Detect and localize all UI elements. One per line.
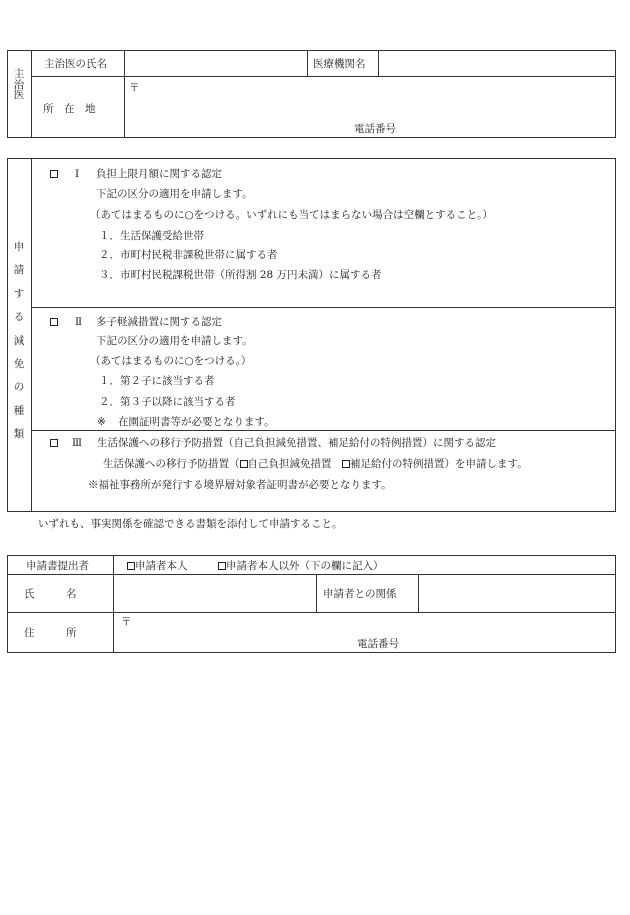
submitter-name-field[interactable] xyxy=(115,576,314,610)
item1-checkbox[interactable] xyxy=(50,169,58,180)
doctor-address-label: 所 在 地 xyxy=(43,103,96,115)
item1-title: 負担上限月額に関する認定 xyxy=(96,168,222,180)
relation-label: 申請者との関係 xyxy=(323,588,397,600)
doctor-phone-label: 電話番号 xyxy=(354,123,396,135)
relation-field[interactable] xyxy=(420,576,614,610)
item2-numeral: Ⅱ xyxy=(75,316,83,328)
item3-numeral: Ⅲ xyxy=(72,437,83,449)
item1-numeral: Ⅰ xyxy=(75,168,80,180)
item3-checkbox[interactable] xyxy=(50,438,58,449)
item3-title: 生活保護への移行予防措置（自己負担減免措置、補足給付の特例措置）に関する認定 xyxy=(97,437,496,449)
item2-title: 多子軽減措置に関する認定 xyxy=(96,316,222,328)
submitter-label: 申請書提出者 xyxy=(26,560,89,572)
submitter-option-other[interactable]: 申請者本人以外（下の欄に記入） xyxy=(218,561,384,572)
other-checkbox[interactable] xyxy=(218,562,226,570)
self-checkbox[interactable] xyxy=(127,562,135,570)
submitter-name-label: 氏 名 xyxy=(24,588,77,600)
item2-checkbox[interactable] xyxy=(50,317,58,328)
submitter-phone-label: 電話番号 xyxy=(357,638,399,650)
doctor-name-field[interactable] xyxy=(126,52,305,74)
item3-opt1-label: 自己負担減免措置 xyxy=(247,458,332,470)
item1-option-1[interactable]: １．生活保護受給世帯 xyxy=(99,230,204,242)
item1-option-2[interactable]: ２．市町村民税非課税世帯に属する者 xyxy=(99,249,278,261)
item1-line2: （あてはまるものに○をつける。いずれにも当てはまらない場合は空欄とすること。） xyxy=(90,209,493,221)
item3-note: ※福祉事務所が発行する境界層対象者証明書が必要となります。 xyxy=(88,479,392,491)
item1-line1: 下記の区分の適用を申請します。 xyxy=(96,188,253,200)
item2-line2: （あてはまるものに○をつける。） xyxy=(90,355,252,367)
doctor-postal-mark: 〒 xyxy=(129,82,140,94)
item3-opt2-checkbox[interactable] xyxy=(342,460,350,468)
item2-option-1[interactable]: １．第２子に該当する者 xyxy=(99,375,215,387)
item2-line1: 下記の区分の適用を申請します。 xyxy=(96,335,253,347)
institution-label: 医療機関名 xyxy=(313,58,366,70)
item2-note: 在園証明書等が必要となります。 xyxy=(118,416,275,428)
item3-opt2-label: 補足給付の特例措置 xyxy=(350,458,445,470)
item3-opt1-checkbox[interactable] xyxy=(240,460,248,468)
item2-option-2[interactable]: ２．第３子以降に該当する者 xyxy=(99,396,236,408)
item3-line1: 生活保護への移行予防措置（ 自己負担減免措置 補足給付の特例措置）を申請します。 xyxy=(103,458,528,470)
item1-option-3[interactable]: ３．市町村民税課税世帯（所得割 28 万円未満）に属する者 xyxy=(99,269,382,281)
submitter-option-self[interactable]: 申請者本人 xyxy=(127,561,188,572)
item2-note-mark: ※ xyxy=(97,416,106,428)
reduction-side-label: 申 請 す る 減 免 の 種 類 xyxy=(13,241,25,441)
institution-field[interactable] xyxy=(380,52,614,74)
submitter-address-label: 住 所 xyxy=(24,627,77,639)
footnote: いずれも、事実関係を確認できる書類を添付して申請すること。 xyxy=(38,518,343,530)
submitter-postal-mark: 〒 xyxy=(121,616,132,628)
doctor-name-label: 主治医の氏名 xyxy=(44,58,107,70)
doctor-side-label: 主 治 医 xyxy=(13,68,25,101)
